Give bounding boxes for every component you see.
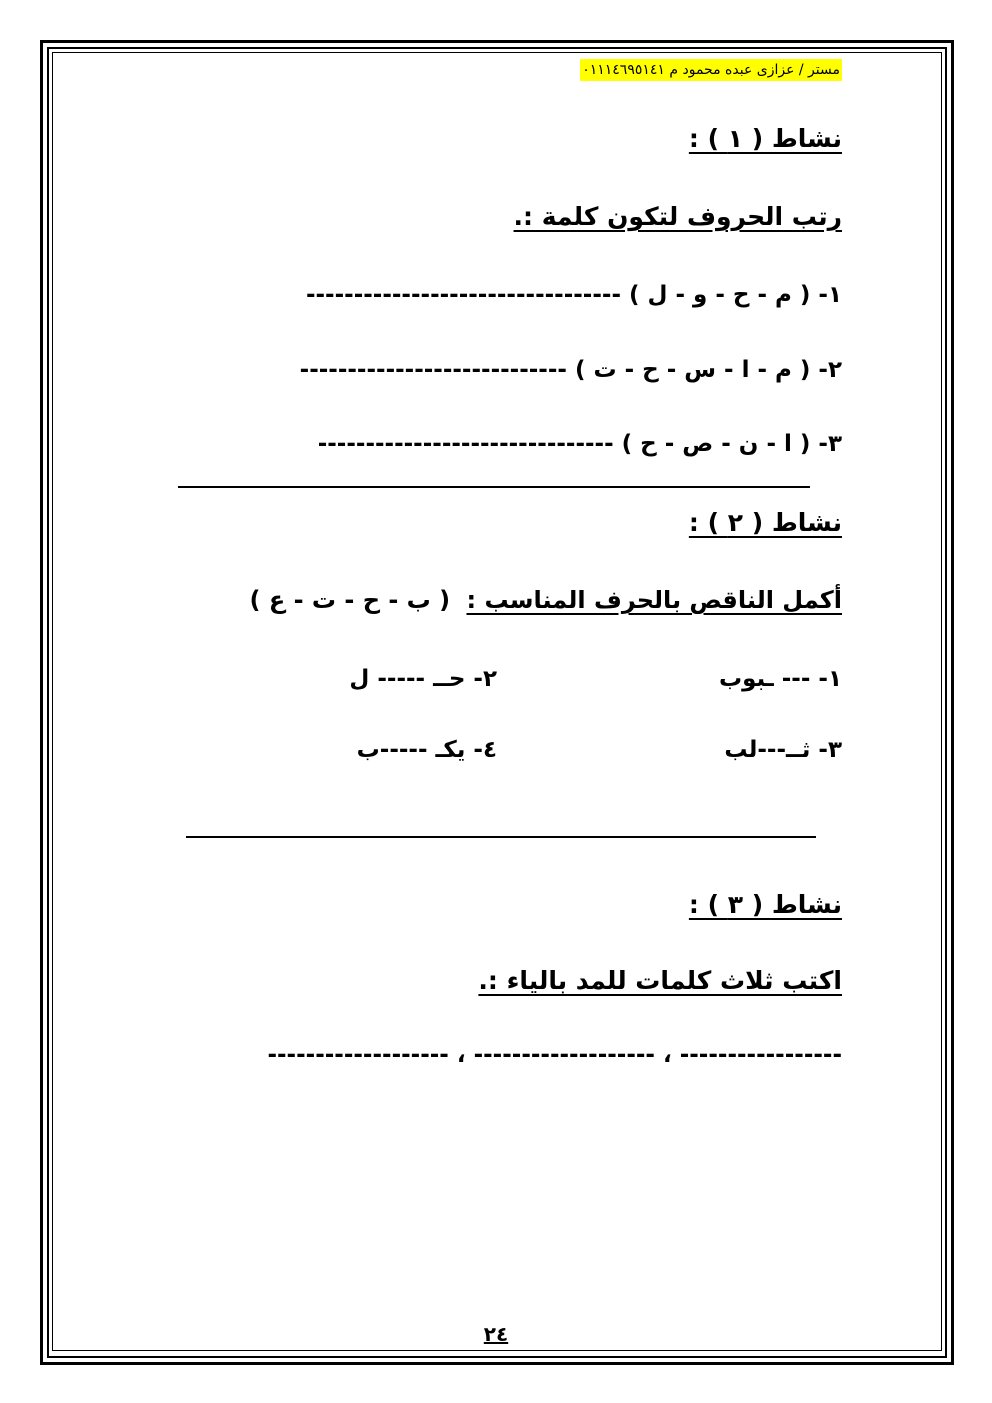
author-credit: مستر / عزازى عبده محمود م ٠١١١٤٦٩٥١٤١	[580, 59, 842, 81]
activity-2-item-2: ٢- حــ ----- ل	[349, 666, 497, 692]
activity-1-item-2: ٢- ( م - ا - س - ح - ت ) ----------------------------	[299, 357, 842, 383]
activity-2-item-3: ٣- ثــ---لب	[724, 737, 842, 763]
activity-1-title: نشاط ( ١ ) :	[688, 124, 842, 153]
activity-3-instruction: اكتب ثلاث كلمات للمد بالياء :.	[478, 966, 842, 995]
activity-2-instruction-row	[250, 586, 842, 614]
activity-3-title: نشاط ( ٣ ) :	[688, 890, 842, 919]
section-divider-2	[186, 836, 816, 838]
activity-1-item-1: ١- ( م - ح - و - ل ) ---------------------------------	[305, 282, 842, 308]
page-border-inner	[52, 52, 942, 1351]
section-divider-1	[178, 486, 810, 488]
activity-2-item-1: ١- --- ـبوب	[718, 666, 842, 692]
activity-2-title: نشاط ( ٢ ) :	[688, 508, 842, 537]
activity-2-instruction: أكمل الناقص بالحرف المناسب :	[466, 586, 842, 614]
activity-1-instruction: رتب الحروف لتكون كلمة :.	[513, 202, 842, 231]
page-number: ٢٤	[483, 1322, 509, 1346]
activity-2-letter-set: ( ب - ح - ت - ع )	[249, 586, 451, 614]
activity-2-item-4: ٤- يكـ -----ب	[356, 737, 497, 763]
activity-3-answer-line: ----------------- ، ------------------- ، -------------------	[267, 1042, 842, 1068]
activity-1-item-3: ٣- ( ا - ن - ص - ح ) -------------------------------	[317, 431, 842, 457]
